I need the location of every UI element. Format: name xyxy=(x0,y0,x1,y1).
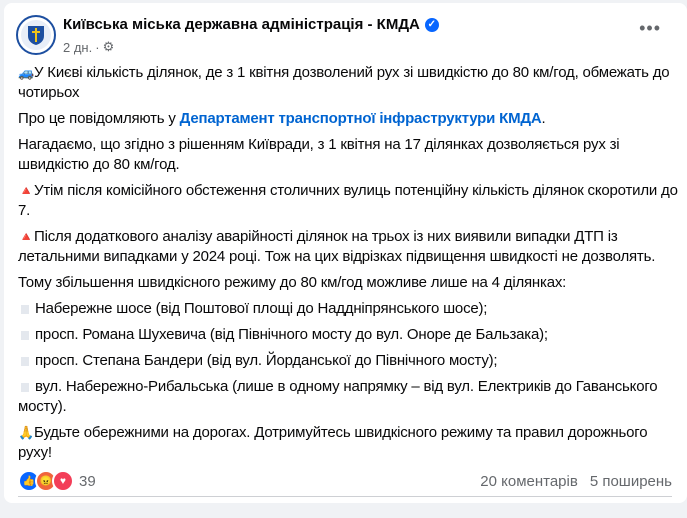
like-reaction-icon[interactable]: 👍 xyxy=(18,470,40,492)
red-triangle-icon: 🔺 xyxy=(18,183,34,198)
list-item xyxy=(18,351,678,371)
post-header xyxy=(4,3,687,63)
kyiv-coat-of-arms-icon xyxy=(21,20,51,50)
paragraph-inspection xyxy=(18,181,678,221)
reactions-count[interactable]: 39 xyxy=(79,472,96,490)
department-link[interactable]: Департамент транспортної інфраструктури КМДА xyxy=(179,110,542,127)
list-item xyxy=(18,299,678,319)
verified-badge-icon: ✓ xyxy=(425,18,439,32)
list-item-text: просп. Романа Шухевича (від Північного мосту до вул. Оноре де Бальзака); xyxy=(35,326,548,343)
angry-reaction-icon[interactable]: 😠 xyxy=(35,470,57,492)
list-item xyxy=(18,325,678,345)
divider xyxy=(18,496,672,497)
gear-icon: ⚙ xyxy=(102,39,115,54)
intro-text: У Києві кількість ділянок, де з 1 квітня дозволений рух зі швидкістю до 80 км/год, обмежать до чотирьох xyxy=(18,64,670,101)
bullet-icon xyxy=(21,357,29,366)
list-item-text: просп. Степана Бандери (від вул. Йорданської до Північного мосту); xyxy=(35,352,498,369)
analysis-text: Після додаткового аналізу аварійності ділянок на трьох із них виявили випадки ДТП із летальними випадками у 2024 році. Тож на цих відрізках підвищення швидкості не дозволять. xyxy=(18,228,656,265)
paragraph-analysis xyxy=(18,227,678,267)
source-text: Про це повідомляють у xyxy=(18,110,180,127)
shares-count-link[interactable]: 5 поширень xyxy=(589,472,672,490)
bullet-icon xyxy=(21,331,29,340)
bullet-icon xyxy=(21,305,29,314)
paragraph-summary: Тому збільшення швидкісного режиму до 80 км/год можливе лише на 4 ділянках: xyxy=(18,274,567,291)
paragraph-closing xyxy=(18,423,678,463)
more-options-button[interactable]: ••• xyxy=(639,18,661,38)
list-item-text: вул. Набережно-Рибальська (лише в одному напрямку – від вул. Електриків до Гаванського мосту). xyxy=(18,378,658,415)
list-item xyxy=(18,377,678,417)
car-icon: 🚙 xyxy=(18,65,34,80)
bullet-icon xyxy=(21,383,29,392)
post-meta xyxy=(63,39,114,55)
author-name[interactable] xyxy=(63,16,439,33)
paragraph-reminder: Нагадаємо, що згідно з рішенням Київради, з 1 квітня на 17 ділянках дозволяється рух зі швидкістю до 80 км/год. xyxy=(18,136,620,173)
post-card xyxy=(4,3,687,503)
page-avatar[interactable] xyxy=(16,15,56,55)
comments-count-link[interactable]: 20 коментарів xyxy=(480,472,578,490)
post-footer xyxy=(18,469,672,493)
author-name-text[interactable]: Київська міська державна адміністрація - КМДА xyxy=(63,16,420,33)
list-item-text: Набережне шосе (від Поштової площі до Наддніпрянського шосе); xyxy=(35,300,488,317)
love-reaction-icon[interactable]: ♥ xyxy=(52,470,74,492)
inspection-text: Утім після комісійного обстеження столичних вулиць потенційну кількість ділянок скоротили до 7. xyxy=(18,182,678,219)
pray-icon: 🙏 xyxy=(18,425,34,440)
post-body xyxy=(18,63,678,463)
paragraph-intro xyxy=(18,63,678,103)
timestamp[interactable]: 2 дн. xyxy=(63,39,93,55)
closing-text: Будьте обережними на дорогах. Дотримуйтесь швидкісного режиму та правил дорожнього руху! xyxy=(18,424,648,461)
meta-separator: · xyxy=(95,39,100,55)
source-period: . xyxy=(541,110,546,127)
paragraph-source xyxy=(18,109,678,129)
red-triangle-icon: 🔺 xyxy=(18,229,34,244)
